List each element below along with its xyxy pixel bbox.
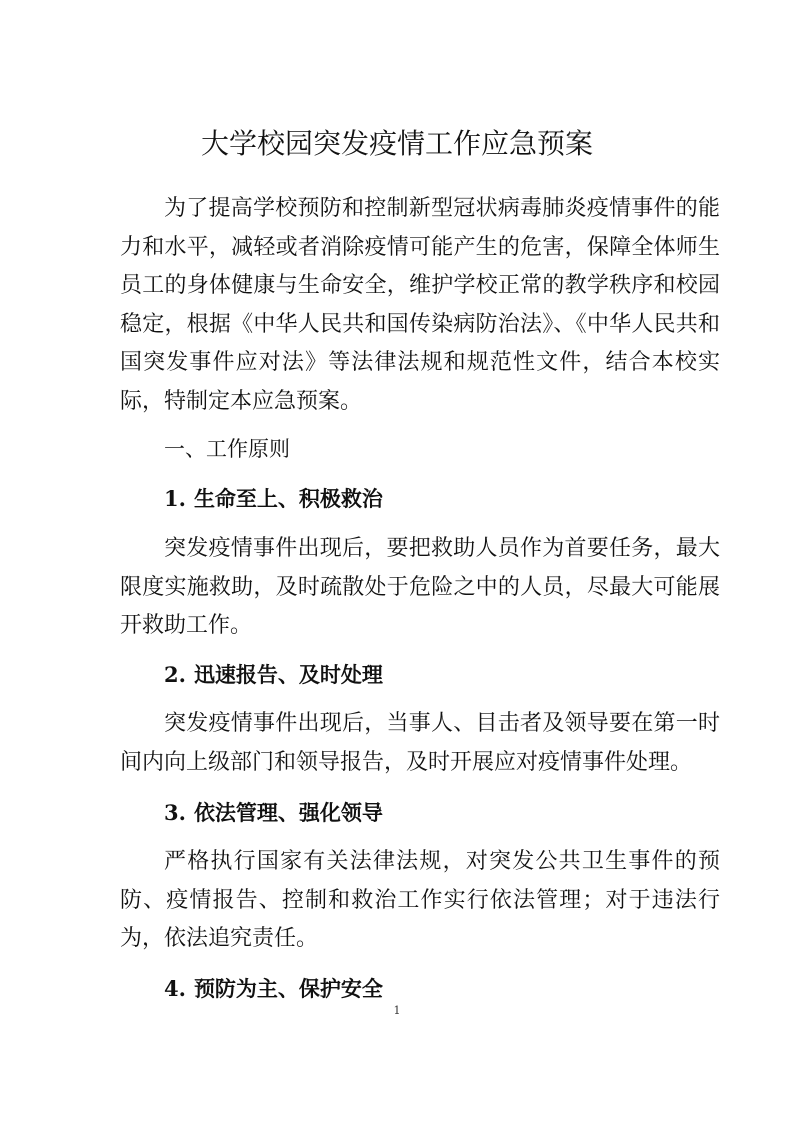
principle-number: 2. (164, 662, 186, 687)
principle-title: 生命至上、积极救治 (193, 487, 383, 511)
principle-title: 预防为主、保护安全 (193, 977, 383, 1001)
principle-paragraph: 突发疫情事件出现后，要把救助人员作为首要任务，最大限度实施救助，及时疏散处于危险之中的人员，尽最大可能展开救助工作。 (120, 536, 720, 638)
principle-paragraph: 突发疫情事件出现后，当事人、目击者及领导要在第一时间内向上级部门和领导报告，及时开展应对疫情事件处理。 (120, 711, 720, 775)
principle-title: 迅速报告、及时处理 (193, 663, 383, 687)
principle-heading (164, 660, 383, 690)
document-title: 大学校园突发疫情工作应急预案 (200, 127, 593, 160)
principle-paragraph: 严格执行国家有关法律法规，对突发公共卫生事件的预防、疫情报告、控制和救治工作实行依法管理；对于违法行为，依法追究责任。 (120, 849, 720, 951)
principle-heading (164, 484, 383, 514)
section-heading: 一、工作原则 (164, 437, 290, 461)
principle-number: 4. (164, 976, 186, 1001)
principle-title: 依法管理、强化领导 (193, 801, 383, 825)
principle-number: 1. (164, 486, 186, 511)
principle-heading (164, 798, 383, 828)
principle-number: 3. (164, 800, 186, 825)
page-number: 1 (393, 1004, 401, 1017)
principle-heading (164, 974, 383, 1004)
intro-paragraph: 为了提高学校预防和控制新型冠状病毒肺炎疫情事件的能力和水平，减轻或者消除疫情可能产生的危害，保障全体师生员工的身体健康与生命安全，维护学校正常的教学秩序和校园稳定，根据《中华人民共和国传染病防治法》、《中华人民共和国突发事件应对法》等法律法规和规范性文件，结合本校实际，特制定本应急预案。 (120, 196, 720, 414)
